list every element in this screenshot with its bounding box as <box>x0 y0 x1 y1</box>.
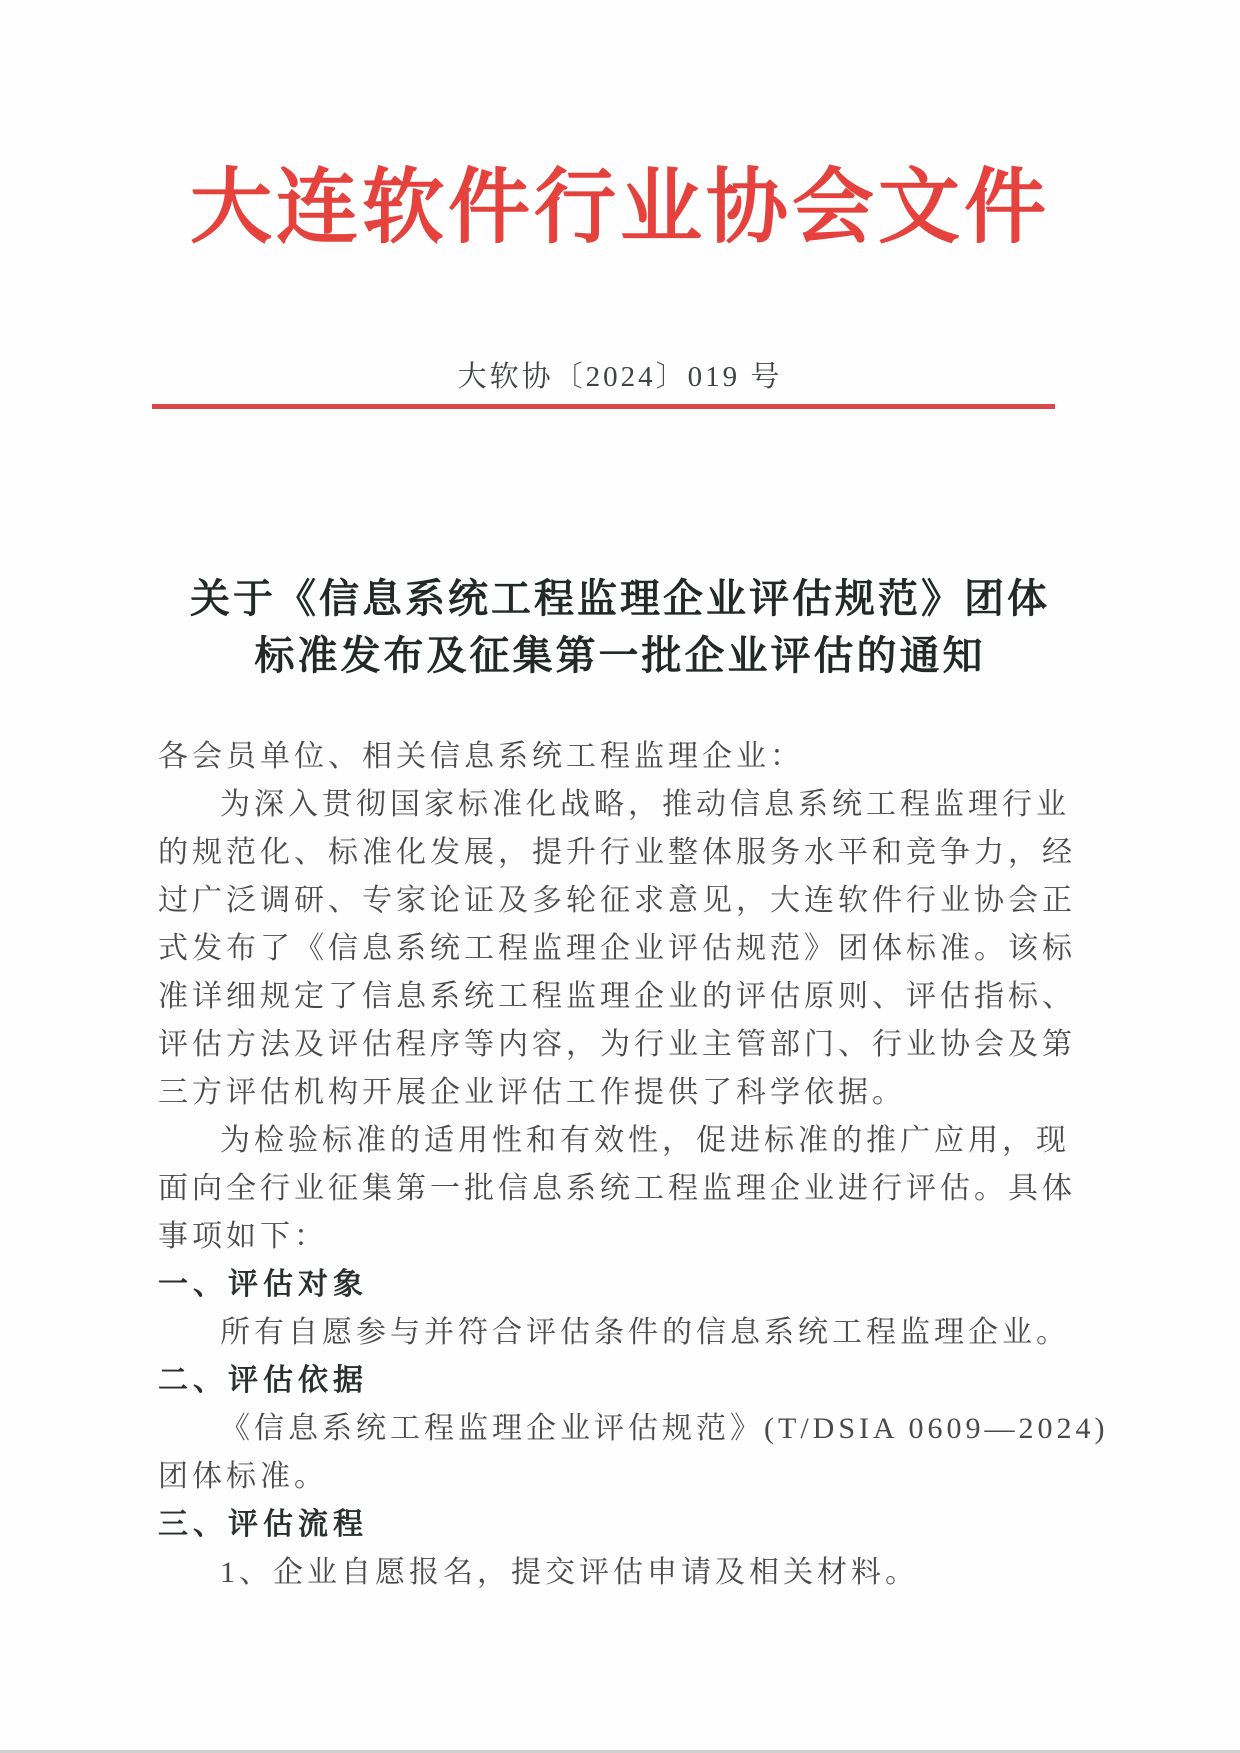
body-line: 评估方法及评估程序等内容，为行业主管部门、行业协会及第 <box>158 1028 1076 1061</box>
document-heading-line1: 关于《信息系统工程监理企业评估规范》团体 <box>190 576 1050 621</box>
salutation-line: 各会员单位、相关信息系统工程监理企业： <box>158 740 804 773</box>
body-line: 的规范化、标准化发展，提升行业整体服务水平和竞争力，经 <box>158 836 1076 869</box>
section-heading-2: 二、评估依据 <box>158 1364 368 1397</box>
document-heading-line2: 标准发布及征集第一批企业评估的通知 <box>254 633 986 678</box>
body-line: 过广泛调研、专家论证及多轮征求意见，大连软件行业协会正 <box>158 884 1076 917</box>
body-line: 为深入贯彻国家标准化战略，推动信息系统工程监理行业 <box>220 788 1070 821</box>
body-line: 团体标准。 <box>158 1460 328 1493</box>
body-line: 1、企业自愿报名，提交评估申请及相关材料。 <box>220 1556 919 1589</box>
document-number: 大软协〔2024〕019 号 <box>457 361 783 393</box>
red-divider-rule <box>152 404 1055 409</box>
document-body <box>158 733 1109 1597</box>
body-line: 所有自愿参与并符合评估条件的信息系统工程监理企业。 <box>220 1316 1070 1349</box>
section-heading-1: 一、评估对象 <box>158 1268 368 1301</box>
section-heading-3: 三、评估流程 <box>158 1508 368 1541</box>
organization-title: 大连软件行业协会文件 <box>189 162 1050 253</box>
document-heading <box>0 570 1240 684</box>
body-line: 《信息系统工程监理企业评估规范》(T/DSIA 0609—2024) <box>220 1412 1109 1445</box>
body-line: 三方评估机构开展企业评估工作提供了科学依据。 <box>158 1076 906 1109</box>
body-line: 准详细规定了信息系统工程监理企业的评估原则、评估指标、 <box>158 980 1076 1013</box>
body-line: 式发布了《信息系统工程监理企业评估规范》团体标准。该标 <box>158 932 1076 965</box>
body-line: 事项如下： <box>158 1220 328 1253</box>
body-line: 为检验标准的适用性和有效性，促进标准的推广应用，现 <box>220 1124 1070 1157</box>
body-line: 面向全行业征集第一批信息系统工程监理企业进行评估。具体 <box>158 1172 1076 1205</box>
